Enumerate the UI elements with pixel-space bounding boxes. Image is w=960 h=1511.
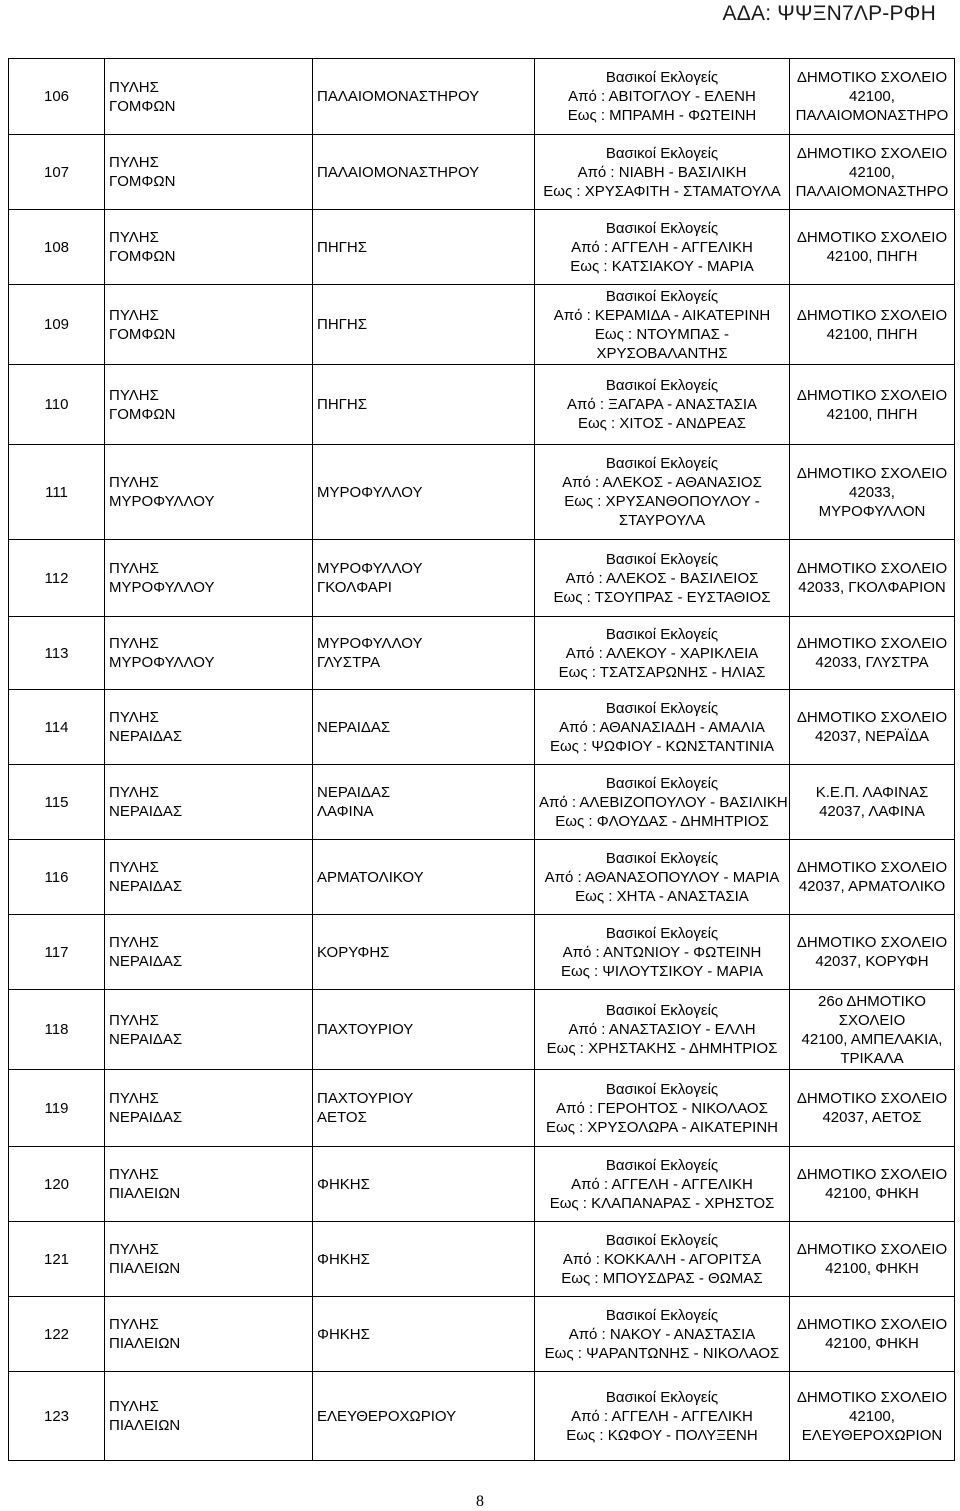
municipal-unit bbox=[105, 135, 313, 210]
municipal-unit-line: ΠΥΛΗΣ bbox=[109, 386, 159, 404]
voter-range-line: Εως : ΚΑΤΣΙΑΚΟΥ - ΜΑΡΙΑ bbox=[570, 257, 754, 275]
polling-location bbox=[790, 445, 955, 540]
municipal-unit-line: ΓΟΜΦΩΝ bbox=[109, 248, 176, 265]
voter-range-line: Εως : ΧΡΥΣΑΦΙΤΗ - ΣΤΑΜΑΤΟΥΛΑ bbox=[543, 182, 781, 200]
municipal-unit-line: ΓΟΜΦΩΝ bbox=[109, 325, 176, 343]
voter-range-line: Από : ΓΕΡΟΗΤΟΣ - ΝΙΚΟΛΑΟΣ bbox=[556, 1099, 768, 1117]
voter-range-line: Βασικοί Εκλογείς bbox=[605, 1388, 719, 1406]
municipal-unit-line: ΓΟΜΦΩΝ bbox=[109, 97, 176, 115]
community-line: ΠΑΧΤΟΥΡΙΟΥ bbox=[317, 1090, 414, 1107]
polling-location bbox=[790, 540, 955, 617]
municipal-unit-line: ΝΕΡΑΙΔΑΣ bbox=[109, 728, 183, 745]
voter-range-line: Βασικοί Εκλογείς bbox=[605, 1306, 719, 1324]
table-row bbox=[9, 1147, 955, 1222]
voter-range bbox=[535, 1222, 790, 1297]
municipal-unit-line: ΓΟΜΦΩΝ bbox=[109, 405, 176, 423]
polling-location bbox=[790, 1147, 955, 1222]
polling-location-line: ΠΑΛΑΙΟΜΟΝΑΣΤΗΡΟ bbox=[795, 107, 949, 124]
voter-range-line: Εως : ΜΠΡΑΜΗ - ΦΩΤΕΙΝΗ bbox=[567, 107, 757, 124]
community bbox=[313, 840, 535, 915]
polling-location-line: 42100, ΦΗΚΗ bbox=[825, 1260, 919, 1277]
voter-range-line: Εως : ΤΣΑΤΣΑΡΩΝΗΣ - ΗΛΙΑΣ bbox=[558, 663, 766, 681]
voter-range-line: Από : ΑΘΑΝΑΣΙΑΔΗ - ΑΜΑΛΙΑ bbox=[559, 718, 765, 736]
community bbox=[313, 59, 535, 135]
voter-range-line: Εως : ΧΡΗΣΤΑΚΗΣ - ΔΗΜΗΤΡΙΟΣ bbox=[546, 1040, 778, 1057]
voter-range-line: Εως : ΚΛΑΠΑΝΑΡΑΣ - ΧΡΗΣΤΟΣ bbox=[549, 1194, 775, 1212]
community-line: ΚΟΡΥΦΗΣ bbox=[317, 943, 390, 961]
municipal-unit-line: ΝΕΡΑΙΔΑΣ bbox=[109, 878, 183, 895]
community-line: ΜΥΡΟΦΥΛΛΟΥ bbox=[317, 483, 423, 501]
polling-location-line: 42100, ΑΜΠΕΛΑΚΙΑ, bbox=[801, 1030, 943, 1048]
municipal-unit-line: ΜΥΡΟΦΥΛΛΟΥ bbox=[109, 493, 215, 510]
station-number: 116 bbox=[9, 840, 105, 915]
voter-range bbox=[535, 540, 790, 617]
voter-range-line: Βασικοί Εκλογείς bbox=[605, 144, 719, 162]
station-number: 112 bbox=[9, 540, 105, 617]
polling-location-line: ΔΗΜΟΤΙΚΟ ΣΧΟΛΕΙΟ bbox=[796, 464, 948, 482]
voter-range-line: Εως : ΜΠΟΥΣΔΡΑΣ - ΘΩΜΑΣ bbox=[561, 1269, 763, 1287]
station-number: 118 bbox=[9, 990, 105, 1070]
community bbox=[313, 1372, 535, 1461]
voter-range-line: ΣΤΑΥΡΟΥΛΑ bbox=[618, 512, 706, 529]
polling-location-line: 42100, ΠΗΓΗ bbox=[826, 248, 918, 265]
voter-range-line: Από : ΑΘΑΝΑΣΟΠΟΥΛΟΥ - ΜΑΡΙΑ bbox=[544, 868, 780, 886]
polling-location bbox=[790, 690, 955, 765]
station-number: 107 bbox=[9, 135, 105, 210]
polling-location bbox=[790, 990, 955, 1070]
community bbox=[313, 765, 535, 840]
polling-location-line: 42037, ΚΟΡΥΦΗ bbox=[815, 953, 929, 970]
table-row bbox=[9, 445, 955, 540]
polling-location-line: ΔΗΜΟΤΙΚΟ ΣΧΟΛΕΙΟ bbox=[796, 1388, 948, 1406]
polling-location bbox=[790, 285, 955, 365]
table-row bbox=[9, 1070, 955, 1147]
voter-range-line: Βασικοί Εκλογείς bbox=[605, 1231, 719, 1249]
voter-range-line: Βασικοί Εκλογείς bbox=[605, 849, 719, 867]
station-number: 123 bbox=[9, 1372, 105, 1461]
community bbox=[313, 1070, 535, 1147]
polling-location bbox=[790, 365, 955, 445]
municipal-unit bbox=[105, 840, 313, 915]
voter-range-line: Εως : ΨΑΡΑΝΤΩΝΗΣ - ΝΙΚΟΛΑΟΣ bbox=[544, 1344, 780, 1362]
community bbox=[313, 915, 535, 990]
polling-location-line: 42100, bbox=[849, 1407, 895, 1425]
community-line: ΠΗΓΗΣ bbox=[317, 396, 368, 413]
voter-range bbox=[535, 690, 790, 765]
community bbox=[313, 1147, 535, 1222]
polling-location-line: ΔΗΜΟΤΙΚΟ ΣΧΟΛΕΙΟ bbox=[796, 69, 948, 86]
voter-range-line: Εως : ΨΙΛΟΥΤΣΙΚΟΥ - ΜΑΡΙΑ bbox=[560, 962, 764, 980]
polling-location-line: ΣΧΟΛΕΙΟ bbox=[838, 1011, 906, 1029]
municipal-unit-line: ΝΕΡΑΙΔΑΣ bbox=[109, 803, 183, 820]
voter-range-line: Βασικοί Εκλογείς bbox=[605, 1080, 719, 1098]
station-number: 119 bbox=[9, 1070, 105, 1147]
voter-range-line: Από : ΑΛΕΚΟΣ - ΑΘΑΝΑΣΙΟΣ bbox=[562, 474, 762, 491]
voter-range bbox=[535, 840, 790, 915]
table-row bbox=[9, 617, 955, 690]
ada-code: ΑΔΑ: ΨΨΞΝ7ΛΡ-ΡΦΗ bbox=[722, 2, 936, 25]
community-line: ΑΡΜΑΤΟΛΙΚΟΥ bbox=[317, 868, 424, 886]
municipal-unit-line: ΜΥΡΟΦΥΛΛΟΥ bbox=[109, 579, 215, 596]
polling-location bbox=[790, 840, 955, 915]
municipal-unit-line: ΠΥΛΗΣ bbox=[109, 784, 159, 801]
station-number: 121 bbox=[9, 1222, 105, 1297]
station-number: 110 bbox=[9, 365, 105, 445]
municipal-unit-line: ΜΥΡΟΦΥΛΛΟΥ bbox=[109, 654, 215, 671]
voter-range bbox=[535, 59, 790, 135]
voter-range-line: Από : ΑΛΕΒΙΖΟΠΟΥΛΟΥ - ΒΑΣΙΛΙΚΗ bbox=[539, 793, 788, 811]
community-line: ΓΛΥΣΤΡΑ bbox=[317, 654, 381, 671]
voter-range-line: Από : ΑΛΕΚΟΥ - ΧΑΡΙΚΛΕΙΑ bbox=[565, 644, 759, 662]
municipal-unit-line: ΓΟΜΦΩΝ bbox=[109, 173, 176, 190]
municipal-unit-line: ΠΥΛΗΣ bbox=[109, 709, 159, 726]
municipal-unit-line: ΝΕΡΑΙΔΑΣ bbox=[109, 953, 183, 970]
municipal-unit-line: ΠΥΛΗΣ bbox=[109, 635, 159, 652]
table-row bbox=[9, 210, 955, 285]
municipal-unit-line: ΠΥΛΗΣ bbox=[109, 1316, 159, 1333]
station-number: 111 bbox=[9, 445, 105, 540]
voter-range-line: Βασικοί Εκλογείς bbox=[605, 287, 719, 305]
voter-range bbox=[535, 990, 790, 1070]
municipal-unit-line: ΠΥΛΗΣ bbox=[109, 78, 159, 96]
table-row bbox=[9, 915, 955, 990]
polling-location-line: ΔΗΜΟΤΙΚΟ ΣΧΟΛΕΙΟ bbox=[796, 386, 948, 404]
voter-range-line: Εως : ΧΗΤΑ - ΑΝΑΣΤΑΣΙΑ bbox=[575, 887, 749, 905]
table-row bbox=[9, 285, 955, 365]
voter-range bbox=[535, 285, 790, 365]
community bbox=[313, 617, 535, 690]
municipal-unit bbox=[105, 445, 313, 540]
voter-range-line: Εως : ΚΩΦΟΥ - ΠΟΛΥΞΕΝΗ bbox=[566, 1426, 758, 1444]
voter-range-line: Βασικοί Εκλογείς bbox=[605, 1156, 719, 1174]
polling-location-line: ΔΗΜΟΤΙΚΟ ΣΧΟΛΕΙΟ bbox=[796, 1090, 948, 1107]
municipal-unit-line: ΠΥΛΗΣ bbox=[109, 154, 159, 171]
polling-location bbox=[790, 1070, 955, 1147]
table-row bbox=[9, 59, 955, 135]
municipal-unit bbox=[105, 990, 313, 1070]
municipal-unit-line: ΠΥΛΗΣ bbox=[109, 1166, 159, 1183]
table-row bbox=[9, 990, 955, 1070]
municipal-unit bbox=[105, 1297, 313, 1372]
municipal-unit bbox=[105, 915, 313, 990]
municipal-unit-line: ΠΥΛΗΣ bbox=[109, 934, 159, 951]
polling-location-line: 42037, ΝΕΡΑΪΔΑ bbox=[815, 728, 929, 745]
community bbox=[313, 135, 535, 210]
station-number: 106 bbox=[9, 59, 105, 135]
polling-location bbox=[790, 915, 955, 990]
station-number: 117 bbox=[9, 915, 105, 990]
community-line: ΕΛΕΥΘΕΡΟΧΩΡΙΟΥ bbox=[317, 1407, 457, 1425]
municipal-unit-line: ΠΥΛΗΣ bbox=[109, 1090, 159, 1107]
polling-location-line: 42033, bbox=[849, 483, 895, 501]
polling-location bbox=[790, 59, 955, 135]
municipal-unit bbox=[105, 210, 313, 285]
voter-range bbox=[535, 617, 790, 690]
community bbox=[313, 1297, 535, 1372]
municipal-unit bbox=[105, 1147, 313, 1222]
municipal-unit-line: ΠΙΑΛΕΙΩΝ bbox=[109, 1260, 181, 1277]
voter-range-line: Εως : ΧΡΥΣΑΝΘΟΠΟΥΛΟΥ - bbox=[564, 493, 760, 510]
table-row bbox=[9, 1297, 955, 1372]
polling-location-line: 42100, bbox=[849, 88, 895, 105]
voter-range bbox=[535, 365, 790, 445]
polling-location bbox=[790, 1297, 955, 1372]
station-number: 122 bbox=[9, 1297, 105, 1372]
polling-location-line: 42037, ΑΡΜΑΤΟΛΙΚΟ bbox=[798, 878, 946, 895]
community bbox=[313, 210, 535, 285]
polling-location-line: ΜΥΡΟΦΥΛΛΟΝ bbox=[818, 502, 926, 520]
polling-location bbox=[790, 1372, 955, 1461]
community-line: ΠΑΛΑΙΟΜΟΝΑΣΤΗΡΟΥ bbox=[317, 88, 480, 105]
community-line: ΦΗΚΗΣ bbox=[317, 1250, 370, 1268]
municipal-unit-line: ΠΥΛΗΣ bbox=[109, 1011, 159, 1029]
table-row bbox=[9, 365, 955, 445]
voter-range-line: Βασικοί Εκλογείς bbox=[605, 1002, 719, 1019]
table-row bbox=[9, 540, 955, 617]
table-row bbox=[9, 1222, 955, 1297]
station-number: 109 bbox=[9, 285, 105, 365]
community-line: ΠΗΓΗΣ bbox=[317, 316, 368, 333]
voter-range bbox=[535, 210, 790, 285]
voter-range-line: Βασικοί Εκλογείς bbox=[605, 699, 719, 717]
voter-range-line: Βασικοί Εκλογείς bbox=[605, 455, 719, 472]
community-line: ΠΗΓΗΣ bbox=[317, 238, 368, 256]
voter-range-line: Βασικοί Εκλογείς bbox=[605, 377, 719, 394]
polling-location-line: ΔΗΜΟΤΙΚΟ ΣΧΟΛΕΙΟ bbox=[796, 306, 948, 324]
polling-location-line: ΔΗΜΟΤΙΚΟ ΣΧΟΛΕΙΟ bbox=[796, 709, 948, 726]
municipal-unit-line: ΠΥΛΗΣ bbox=[109, 1241, 159, 1258]
community-line: ΠΑΛΑΙΟΜΟΝΑΣΤΗΡΟΥ bbox=[317, 163, 480, 181]
municipal-unit-line: ΠΥΛΗΣ bbox=[109, 859, 159, 876]
station-number: 108 bbox=[9, 210, 105, 285]
polling-location bbox=[790, 617, 955, 690]
voter-range bbox=[535, 1372, 790, 1461]
table-row bbox=[9, 765, 955, 840]
polling-location-line: ΤΡΙΚΑΛΑ bbox=[840, 1049, 904, 1067]
station-number: 115 bbox=[9, 765, 105, 840]
municipal-unit-line: ΠΥΛΗΣ bbox=[109, 474, 159, 491]
community bbox=[313, 1222, 535, 1297]
voter-range-line: Από : ΚΕΡΑΜΙΔΑ - ΑΙΚΑΤΕΡΙΝΗ bbox=[553, 306, 771, 324]
polling-location-line: Κ.Ε.Π. ΛΑΦΙΝΑΣ bbox=[815, 784, 929, 801]
polling-location-line: ΠΑΛΑΙΟΜΟΝΑΣΤΗΡΟ bbox=[795, 182, 949, 200]
polling-location-line: 42100, ΦΗΚΗ bbox=[825, 1185, 919, 1202]
polling-location bbox=[790, 1222, 955, 1297]
voter-range-line: Από : ΑΝΤΩΝΙΟΥ - ΦΩΤΕΙΝΗ bbox=[562, 943, 762, 961]
voter-range-line: Εως : ΝΤΟΥΜΠΑΣ - bbox=[594, 325, 730, 343]
municipal-unit-line: ΝΕΡΑΙΔΑΣ bbox=[109, 1030, 183, 1048]
polling-location-line: ΔΗΜΟΤΙΚΟ ΣΧΟΛΕΙΟ bbox=[796, 934, 948, 951]
voter-range bbox=[535, 1147, 790, 1222]
polling-location bbox=[790, 210, 955, 285]
voter-range-line: Από : ΑΓΓΕΛΗ - ΑΓΓΕΛΙΚΗ bbox=[571, 1407, 753, 1425]
polling-location-line: 42100, ΠΗΓΗ bbox=[826, 325, 918, 343]
polling-location bbox=[790, 135, 955, 210]
voter-range bbox=[535, 765, 790, 840]
voter-range-line: Εως : ΧΙΤΟΣ - ΑΝΔΡΕΑΣ bbox=[577, 415, 747, 432]
municipal-unit-line: ΠΙΑΛΕΙΩΝ bbox=[109, 1335, 181, 1352]
polling-location-line: ΔΗΜΟΤΙΚΟ ΣΧΟΛΕΙΟ bbox=[796, 1316, 948, 1333]
community-line: ΓΚΟΛΦΑΡΙ bbox=[317, 579, 392, 596]
polling-location-line: 42033, ΓΚΟΛΦΑΡΙΟΝ bbox=[798, 579, 946, 596]
polling-location-line: 42037, ΑΕΤΟΣ bbox=[822, 1109, 922, 1126]
community-line: ΠΑΧΤΟΥΡΙΟΥ bbox=[317, 1021, 414, 1038]
polling-location-line: ΔΗΜΟΤΙΚΟ ΣΧΟΛΕΙΟ bbox=[796, 635, 948, 652]
voter-range-line: Από : ΝΑΚΟΥ - ΑΝΑΣΤΑΣΙΑ bbox=[568, 1325, 756, 1343]
community-line: ΝΕΡΑΙΔΑΣ bbox=[317, 718, 391, 736]
municipal-unit-line: ΠΙΑΛΕΙΩΝ bbox=[109, 1417, 181, 1434]
community-line: ΑΕΤΟΣ bbox=[317, 1109, 367, 1126]
municipal-unit bbox=[105, 617, 313, 690]
polling-location-line: 42100, ΠΗΓΗ bbox=[826, 405, 918, 423]
station-number: 113 bbox=[9, 617, 105, 690]
polling-location-line: ΔΗΜΟΤΙΚΟ ΣΧΟΛΕΙΟ bbox=[796, 144, 948, 162]
community-line: ΦΗΚΗΣ bbox=[317, 1175, 370, 1193]
municipal-unit-line: ΠΥΛΗΣ bbox=[109, 306, 159, 324]
community-line: ΜΥΡΟΦΥΛΛΟΥ bbox=[317, 560, 423, 577]
polling-location-line: ΔΗΜΟΤΙΚΟ ΣΧΟΛΕΙΟ bbox=[796, 560, 948, 577]
municipal-unit bbox=[105, 1222, 313, 1297]
polling-location-line: 42033, ΓΛΥΣΤΡΑ bbox=[815, 654, 929, 671]
table-row bbox=[9, 690, 955, 765]
municipal-unit bbox=[105, 1372, 313, 1461]
voter-range-line: Από : ΝΙΑΒΗ - ΒΑΣΙΛΙΚΗ bbox=[577, 163, 747, 181]
table-row bbox=[9, 135, 955, 210]
polling-stations-table bbox=[8, 58, 955, 1461]
voter-range-line: Από : ΑΒΙΤΟΓΛΟΥ - ΕΛΕΝΗ bbox=[568, 88, 756, 105]
municipal-unit bbox=[105, 59, 313, 135]
voter-range-line: Από : ΑΝΑΣΤΑΣΙΟΥ - ΕΛΛΗ bbox=[568, 1021, 756, 1038]
voter-range-line: Από : ΑΓΓΕΛΗ - ΑΓΓΕΛΙΚΗ bbox=[571, 1175, 753, 1193]
table-body bbox=[9, 59, 955, 1461]
voter-range-line: Βασικοί Εκλογείς bbox=[605, 924, 719, 942]
community-line: ΜΥΡΟΦΥΛΛΟΥ bbox=[317, 635, 423, 652]
voter-range bbox=[535, 1070, 790, 1147]
table-row bbox=[9, 1372, 955, 1461]
community-line: ΛΑΦΙΝΑ bbox=[317, 803, 374, 820]
voter-range-line: Βασικοί Εκλογείς bbox=[605, 550, 719, 568]
municipal-unit-line: ΠΙΑΛΕΙΩΝ bbox=[109, 1185, 181, 1202]
voter-range-line: Εως : ΧΡΥΣΟΛΩΡΑ - ΑΙΚΑΤΕΡΙΝΗ bbox=[545, 1118, 778, 1136]
voter-range-line: Από : ΑΓΓΕΛΗ - ΑΓΓΕΛΙΚΗ bbox=[571, 238, 753, 256]
voter-range-line: Εως : ΤΣΟΥΠΡΑΣ - ΕΥΣΤΑΘΙΟΣ bbox=[553, 588, 771, 606]
community bbox=[313, 445, 535, 540]
page-number: 8 bbox=[476, 1493, 484, 1510]
voter-range-line: Εως : ΦΛΟΥΔΑΣ - ΔΗΜΗΤΡΙΟΣ bbox=[555, 812, 769, 830]
polling-location-line: ΕΛΕΥΘΕΡΟΧΩΡΙΟΝ bbox=[801, 1426, 943, 1444]
voter-range bbox=[535, 1297, 790, 1372]
municipal-unit bbox=[105, 1070, 313, 1147]
voter-range-line: Από : ΞΑΓΑΡΑ - ΑΝΑΣΤΑΣΙΑ bbox=[566, 396, 758, 413]
municipal-unit-line: ΠΥΛΗΣ bbox=[109, 560, 159, 577]
community bbox=[313, 690, 535, 765]
voter-range-line: ΧΡΥΣΟΒΑΛΑΝΤΗΣ bbox=[596, 344, 728, 362]
polling-location-line: 42100, bbox=[849, 163, 895, 181]
polling-location-line: 42037, ΛΑΦΙΝΑ bbox=[819, 803, 925, 820]
community bbox=[313, 540, 535, 617]
community-line: ΦΗΚΗΣ bbox=[317, 1325, 370, 1343]
voter-range-line: Από : ΚΟΚΚΑΛΗ - ΑΓΟΡΙΤΣΑ bbox=[562, 1250, 762, 1268]
polling-location-line: 42100, ΦΗΚΗ bbox=[825, 1335, 919, 1352]
voter-range bbox=[535, 135, 790, 210]
voter-range-line: Από : ΑΛΕΚΟΣ - ΒΑΣΙΛΕΙΟΣ bbox=[565, 569, 759, 587]
municipal-unit bbox=[105, 690, 313, 765]
municipal-unit-line: ΠΥΛΗΣ bbox=[109, 229, 159, 246]
municipal-unit-line: ΠΥΛΗΣ bbox=[109, 1398, 159, 1415]
municipal-unit bbox=[105, 285, 313, 365]
voter-range bbox=[535, 445, 790, 540]
voter-range-line: Βασικοί Εκλογείς bbox=[605, 69, 719, 86]
polling-location-line: ΔΗΜΟΤΙΚΟ ΣΧΟΛΕΙΟ bbox=[796, 1166, 948, 1183]
municipal-unit-line: ΝΕΡΑΙΔΑΣ bbox=[109, 1109, 183, 1126]
voter-range-line: Βασικοί Εκλογείς bbox=[605, 774, 719, 792]
station-number: 114 bbox=[9, 690, 105, 765]
voter-range-line: Βασικοί Εκλογείς bbox=[605, 219, 719, 237]
community bbox=[313, 285, 535, 365]
voter-range-line: Βασικοί Εκλογείς bbox=[605, 625, 719, 643]
voter-range bbox=[535, 915, 790, 990]
table-row bbox=[9, 840, 955, 915]
municipal-unit bbox=[105, 765, 313, 840]
station-number: 120 bbox=[9, 1147, 105, 1222]
polling-location-line: ΔΗΜΟΤΙΚΟ ΣΧΟΛΕΙΟ bbox=[796, 859, 948, 876]
polling-location bbox=[790, 765, 955, 840]
polling-location-line: ΔΗΜΟΤΙΚΟ ΣΧΟΛΕΙΟ bbox=[796, 229, 948, 246]
polling-location-line: ΔΗΜΟΤΙΚΟ ΣΧΟΛΕΙΟ bbox=[796, 1241, 948, 1258]
polling-location-line: 26ο ΔΗΜΟΤΙΚΟ bbox=[818, 992, 926, 1010]
voter-range-line: Εως : ΨΩΦΙΟΥ - ΚΩΝΣΤΑΝΤΙΝΙΑ bbox=[549, 737, 775, 755]
community bbox=[313, 990, 535, 1070]
municipal-unit bbox=[105, 540, 313, 617]
community bbox=[313, 365, 535, 445]
municipal-unit bbox=[105, 365, 313, 445]
community-line: ΝΕΡΑΙΔΑΣ bbox=[317, 784, 391, 801]
